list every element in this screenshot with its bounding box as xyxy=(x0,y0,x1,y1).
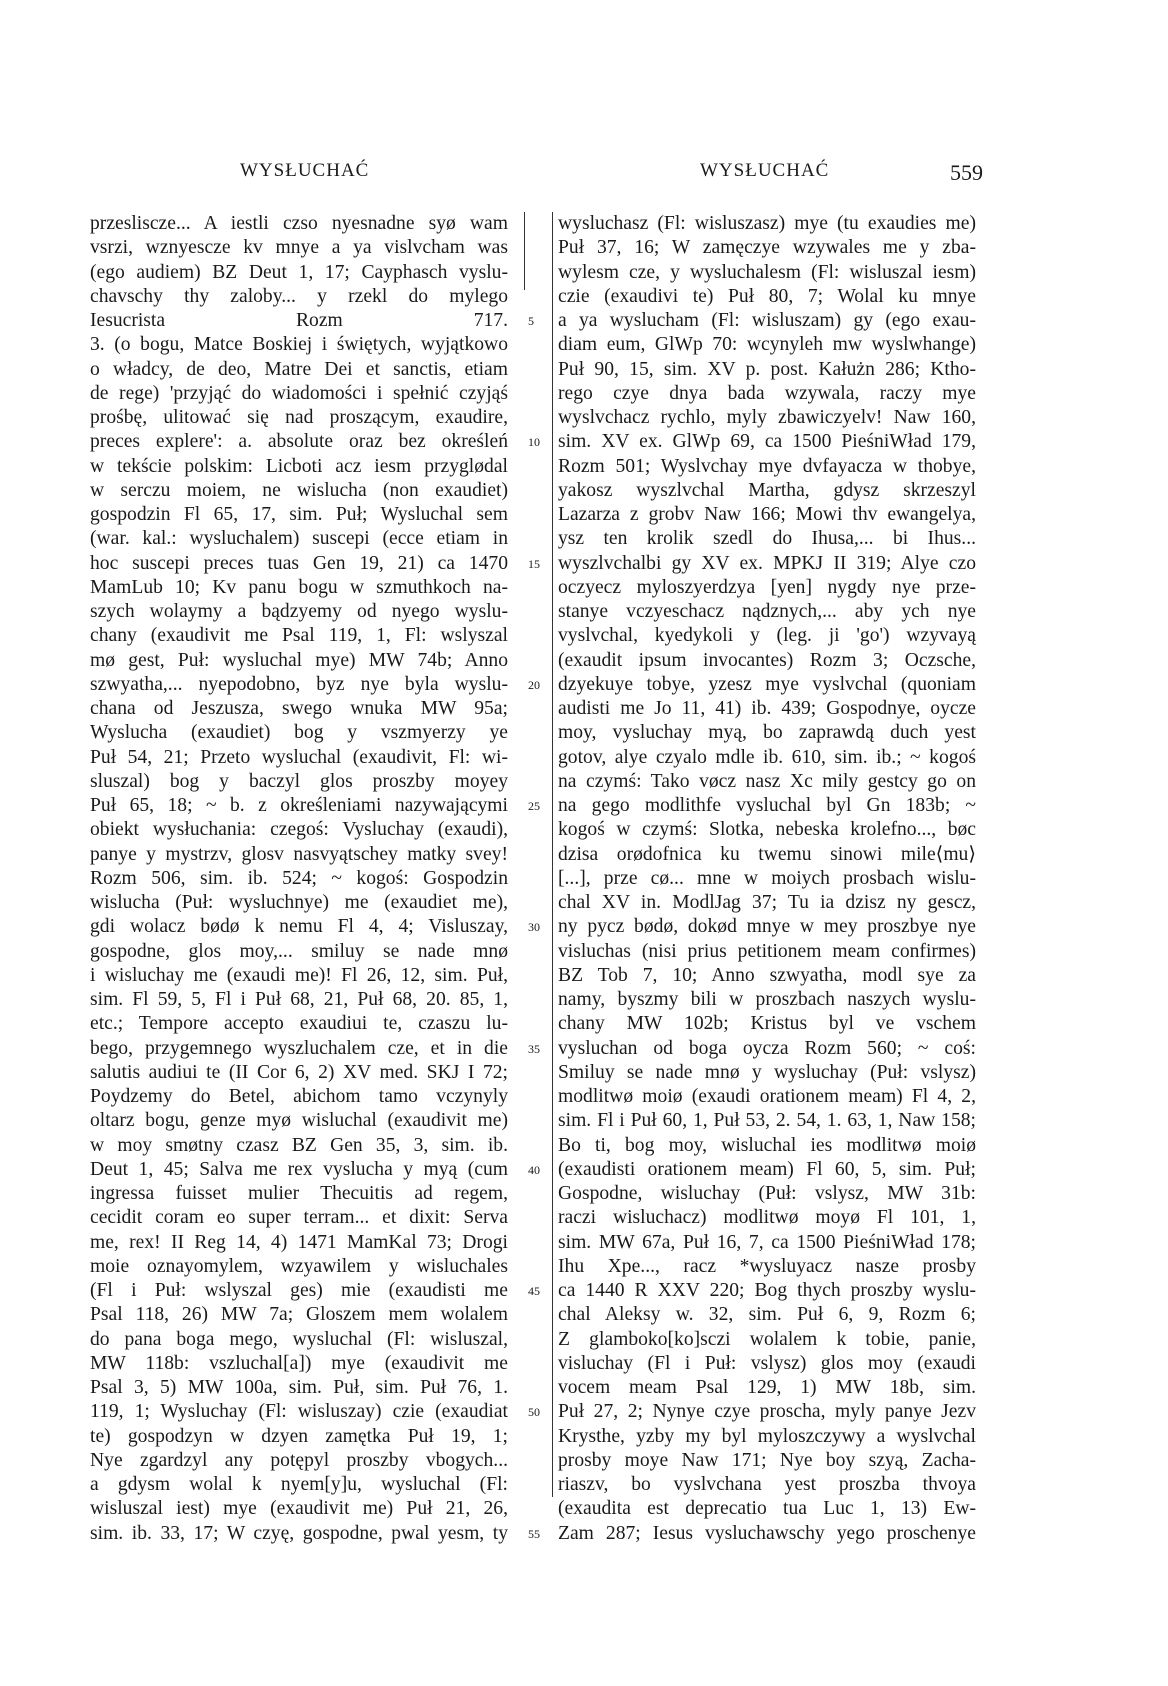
text-line: przesliscze... A iestli czso nyesnadne syø wam xyxy=(90,213,508,234)
text-line: w serczu moiem, ne wislucha (non exaudiet) xyxy=(90,479,508,501)
text-line: BZ Tob 7, 10; Anno szwyatha, modl sye za xyxy=(558,964,976,986)
text-line: Puł 90, 15, sim. XV p. post. Kałużn 286; Ktho- xyxy=(558,358,976,380)
text-line: Wyslucha (exaudiet) bog y vszmyerzy ye xyxy=(90,722,508,744)
text-line: wislucha (Puł: wysluchnye) me (exaudiet me), xyxy=(90,892,508,913)
text-line: MamLub 10; Kv panu bogu w szmuthkoch na- xyxy=(90,576,508,598)
text-line: Nye zgardzyl any potępyl proszby vbogych... xyxy=(90,1449,508,1471)
text-line: prośbę, ulitować się nad proszącym, exaudire, xyxy=(90,407,508,428)
text-line: szych wolaymy a bądzyemy od nyego wyslu- xyxy=(90,601,508,622)
text-line: na czymś: Tako vøcz nasz Xc mily gestcy go on xyxy=(558,770,976,792)
text-line: rego czye dnya bada wzywala, raczy mye xyxy=(558,382,976,404)
text-line: Ihu Xpe..., racz *wysluyacz nasze prosby xyxy=(558,1255,976,1277)
text-line: (war. kal.: wysluchalem) suscepi (ecce etiam in xyxy=(90,528,508,550)
text-line: Psal 118, 26) MW 7a; Gloszem mem wolalem xyxy=(90,1304,508,1326)
text-line: o władcy, de deo, Matre Dei et sanctis, etiam xyxy=(90,358,508,380)
text-line: Puł 65, 18; ~ b. z określeniami nazywającymi xyxy=(90,795,508,816)
text-line: (exaudit ipsum invocantes) Rozm 3; Oczsche, xyxy=(558,649,976,671)
line-number: 15 xyxy=(528,556,540,571)
text-line: wyszlvchalbi gy XV ex. MPKJ II 319; Alye czo xyxy=(558,552,976,574)
line-number: 40 xyxy=(528,1162,540,1177)
text-line: oczyecz myloszyerdzya [yen] nygdy nye prze- xyxy=(558,576,976,598)
text-line: 3. (o bogu, Matce Boskiej i świętych, wyjątkowo xyxy=(90,334,508,356)
text-line: prosby moye Naw 171; Nye boy szyą, Zacha- xyxy=(558,1449,976,1471)
text-line: wisluszal iest) mye (exaudivit me) Puł 21, 26, xyxy=(90,1498,508,1520)
text-line: ca 1440 R XXV 220; Bog thych proszby wyslu- xyxy=(558,1280,976,1301)
text-line: audisti me Jo 11, 41) ib. 439; Gospodnye, oycze xyxy=(558,698,976,719)
text-line: dzyekuye tobye, yzesz mye vyslvchal (quoniam xyxy=(558,673,976,695)
text-line: na gego modlithfe vysluchal byl Gn 183b; ~ xyxy=(558,795,976,816)
text-line: sim. MW 67a, Puł 16, 7, ca 1500 PieśniWład 178; xyxy=(558,1231,976,1253)
text-line: kogoś w czymś: Slotka, nebeska krolefno..., bøc xyxy=(558,819,976,841)
text-line: wylesm cze, y wysluchalesm (Fl: wisluszal iesm) xyxy=(558,261,976,283)
text-line: sluszal) bog y baczyl glos proszby moyey xyxy=(90,770,508,792)
text-line: Krysthe, yzby my byl myloszczywy a wyslvchal xyxy=(558,1425,976,1447)
text-line: visluchay (Fl i Puł: vslysz) glos moy (exaudi xyxy=(558,1352,976,1374)
text-line: w tekście polskim: Licboti acz iesm przyglødal xyxy=(90,455,508,477)
text-line: (Fl i Puł: wslyszal ges) mie (exaudisti me xyxy=(90,1280,508,1301)
text-line: vyslvchal, kyedykoli y (leg. ji 'go') wzyvayą xyxy=(558,625,976,647)
text-line: Zam 287; Iesus vysluchawschy yego proschenye xyxy=(558,1522,976,1544)
text-line: chany (exaudivit me Psal 119, 1, Fl: wslyszal xyxy=(90,625,508,647)
text-line: bego, przygemnego wyszluchalem cze, et in die xyxy=(90,1037,508,1059)
line-number: 25 xyxy=(528,799,540,813)
text-line: Z glamboko[ko]sczi wolalem k tobie, panie, xyxy=(558,1328,976,1350)
text-line: (ego audiem) BZ Deut 1, 17; Cayphasch vyslu- xyxy=(90,261,508,283)
text-line: ingressa fuisset mulier Thecuitis ad regem, xyxy=(90,1183,508,1204)
text-line: cecidit coram eo super terram... et dixit: Serva xyxy=(90,1207,508,1229)
text-line: Rozm 501; Wyslvchay mye dvfayacza w thobye, xyxy=(558,455,976,477)
text-line: raczi wisluchacz) modlitwø moyø Fl 101, 1, xyxy=(558,1207,976,1229)
text-line: czie (exaudivi te) Puł 80, 7; Wolal ku mnye xyxy=(558,285,976,307)
text-line: me, rex! II Reg 14, 4) 1471 MamKal 73; Drogi xyxy=(90,1231,508,1253)
running-head-right: WYSŁUCHAĆ xyxy=(700,160,830,181)
line-number: 55 xyxy=(528,1526,540,1541)
text-line: mø gest, Puł: wysluchal mye) MW 74b; Anno xyxy=(90,649,508,671)
text-line: te) gospodzyn w dzyen zamętka Puł 19, 1; xyxy=(90,1425,508,1447)
text-line: chana od Jeszusza, swego wnuka MW 95a; xyxy=(90,698,508,719)
text-line: Smiluy se nade mnø y wysluchay (Puł: vslysz) xyxy=(558,1061,976,1083)
text-line: chavschy thy zaloby... y rzekl do mylego xyxy=(90,285,508,307)
text-line: i wisluchay me (exaudi me)! Fl 26, 12, sim. Puł, xyxy=(90,964,508,986)
text-line: MW 118b: vszluchal[a]) mye (exaudivit me xyxy=(90,1352,508,1374)
text-column-left xyxy=(90,212,508,1546)
text-column-right xyxy=(558,212,976,1546)
text-line: wyslvchacz rychlo, myly zbawiczyelv! Naw 160, xyxy=(558,407,976,428)
text-line: do pana boga mego, wysluchal (Fl: wisluszal, xyxy=(90,1328,508,1350)
text-line: Poydzemy do Betel, abichom tamo vczynyly xyxy=(90,1086,508,1107)
line-number: 50 xyxy=(528,1405,540,1420)
text-line: vocem meam Psal 129, 1) MW 18b, sim. xyxy=(558,1377,976,1398)
line-number: 30 xyxy=(528,920,540,935)
text-line: namy, byszmy bili w proszbach naszych wyslu- xyxy=(558,989,976,1010)
text-line: ysz ten krolik szedl do Ihusa,... bi Ihus... xyxy=(558,528,976,550)
text-line: dzisa orødofnica ku twemu sinowi mile⟨mu⟩ xyxy=(558,843,976,865)
text-line: a ya wyslucham (Fl: wisluszam) gy (ego exau- xyxy=(558,310,976,331)
text-line: sim. Fl i Puł 60, 1, Puł 53, 2. 54, 1. 63, 1, Naw 158; xyxy=(558,1110,976,1132)
text-line: vysluchan od boga oycza Rozm 560; ~ coś: xyxy=(558,1037,976,1059)
line-number: 35 xyxy=(528,1041,540,1056)
text-line: Gospodne, wisluchay (Puł: vslysz, MW 31b: xyxy=(558,1183,976,1204)
text-line: diam eum, GlWp 70: wcynyleh mw wyslwhange) xyxy=(558,334,976,356)
text-line: Puł 37, 16; W zamęczye wzywales me y zba- xyxy=(558,237,976,259)
text-line: Puł 27, 2; Nynye czye proscha, myly panye Jezv xyxy=(558,1401,976,1423)
running-head-left: WYSŁUCHAĆ xyxy=(240,160,370,181)
text-line: yakosz wyszlvchal Martha, gdysz skrzeszyl xyxy=(558,479,976,501)
text-line: salutis audiui te (II Cor 6, 2) XV med. SKJ I 72; xyxy=(90,1061,508,1083)
text-line: Lazarza z grobv Naw 166; Mowi thv ewangelya, xyxy=(558,504,976,525)
text-line: visluchas (nisi prius petitionem meam confirmes) xyxy=(558,940,976,962)
text-line: sim. Fl 59, 5, Fl i Puł 68, 21, Puł 68, 20. 85, 1, xyxy=(90,989,508,1010)
text-line: gotov, alye czyalo mdle ib. 610, sim. ib.; ~ kogoś xyxy=(558,746,976,768)
text-line: chany MW 102b; Kristus byl ve vschem xyxy=(558,1013,976,1035)
text-line: gdi wolacz bødø k nemu Fl 4, 4; Visluszay, xyxy=(90,916,508,938)
page-number: 559 xyxy=(950,160,983,185)
column-rule xyxy=(552,212,553,1497)
text-line: preces explere': a. absolute oraz bez określeń xyxy=(90,431,508,453)
text-line: oltarz bogu, genze myø wisluchal (exaudivit me) xyxy=(90,1110,508,1132)
text-line: Bo ti, bog moy, wisluchal ies modlitwø moiø xyxy=(558,1134,976,1156)
text-line: Rozm 506, sim. ib. 524; ~ kogoś: Gospodzin xyxy=(90,867,508,889)
text-line: Puł 54, 21; Przeto wysluchal (exaudivit, Fl: wi- xyxy=(90,746,508,768)
text-line: [...], prze cø... mne w moiych prosbach wislu- xyxy=(558,867,976,889)
line-number: 20 xyxy=(528,677,540,692)
text-line: 119, 1; Wysluchay (Fl: wisluszay) czie (exaudiat xyxy=(90,1401,508,1423)
text-line: Deut 1, 45; Salva me rex vyslucha y myą (cum xyxy=(90,1158,508,1180)
text-line: de rege) 'przyjąć do wiadomości i spełnić czyjąś xyxy=(90,382,508,404)
text-line: a gdysm wolal k nyem[y]u, wysluchal (Fl: xyxy=(90,1474,508,1495)
line-number: 10 xyxy=(528,435,540,450)
text-line: panye y mystrzv, glosv nasvyątschey matky svey! xyxy=(90,843,508,865)
text-line: gospodzin Fl 65, 17, sim. Puł; Wysluchal sem xyxy=(90,504,508,525)
text-line: w moy smøtny czasz BZ Gen 35, 3, sim. ib. xyxy=(90,1134,508,1156)
text-line: chal Aleksy w. 32, sim. Puł 6, 9, Rozm 6; xyxy=(558,1304,976,1326)
text-line: (exaudisti orationem meam) Fl 60, 5, sim. Puł; xyxy=(558,1158,976,1180)
text-line: moie oznayomylem, wzyawilem y wisluchales xyxy=(90,1255,508,1277)
text-line: sim. ib. 33, 17; W czyę, gospodne, pwal yesm, ty xyxy=(90,1522,508,1544)
text-line: vsrzi, wznyescze kv mnye a ya vislvcham was xyxy=(90,237,508,259)
text-line: stanye vczyeschacz nądznych,... aby ych nye xyxy=(558,601,976,622)
text-line: obiekt wysłuchania: czegoś: Vysluchay (exaudi), xyxy=(90,819,508,841)
text-line: hoc suscepi preces tuas Gen 19, 21) ca 1470 xyxy=(90,552,508,574)
text-line: wysluchasz (Fl: wisluszasz) mye (tu exaudies me) xyxy=(558,213,976,234)
line-number: 5 xyxy=(528,314,534,328)
text-line: Psal 3, 5) MW 100a, sim. Puł, sim. Puł 76, 1. xyxy=(90,1377,508,1398)
text-line: riaszv, bo vyslvchana yest proszba thvoya xyxy=(558,1474,976,1495)
text-line: gospodne, glos moy,... smiluy se nade mnø xyxy=(90,940,508,962)
text-line: etc.; Tempore accepto exaudiui te, czaszu lu- xyxy=(90,1013,508,1035)
text-line: moy, vysluchay myą, bo zaprawdą duch yest xyxy=(558,722,976,744)
line-number: 45 xyxy=(528,1284,540,1298)
text-line: Iesucrista Rozm 717. xyxy=(90,310,508,331)
text-line: modlitwø moiø (exaudi orationem meam) Fl 4, 2, xyxy=(558,1086,976,1107)
text-line: (exaudita est deprecatio tua Luc 1, 13) Ew- xyxy=(558,1498,976,1520)
text-line: szwyatha,... nyepodobno, byz nye byla wyslu- xyxy=(90,673,508,695)
column-rule-left-top xyxy=(524,212,525,290)
text-line: sim. XV ex. GlWp 69, ca 1500 PieśniWład 179, xyxy=(558,431,976,453)
text-line: ny pycz bødø, dokød mnye w mey proszbye nye xyxy=(558,916,976,938)
text-line: chal XV in. ModlJag 37; Tu ia dzisz ny gescz, xyxy=(558,892,976,913)
